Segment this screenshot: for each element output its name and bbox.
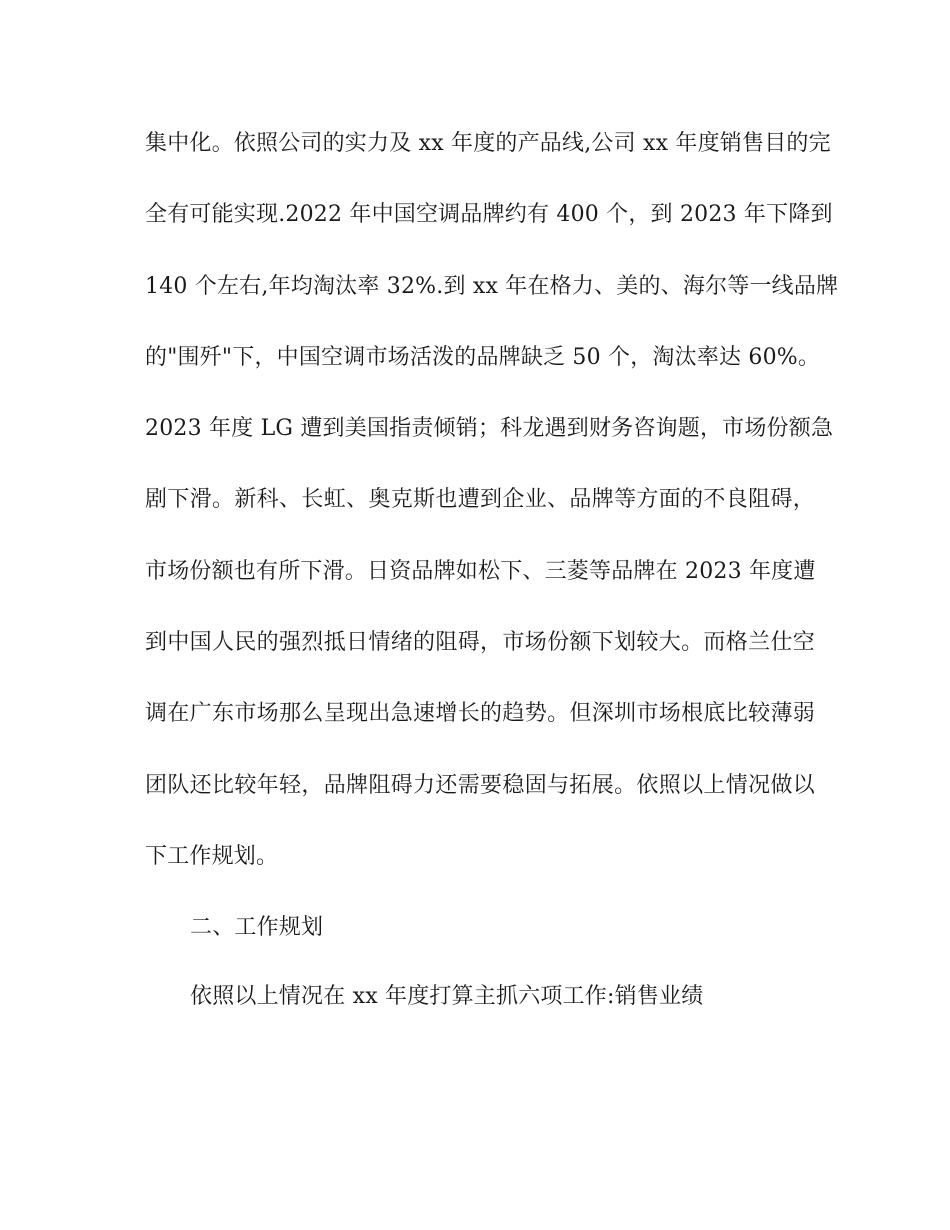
paragraph-line: 2023 年度 LG 遭到美国指责倾销；科龙遇到财务咨询题，市场份额急: [145, 416, 834, 441]
paragraph-line: 全有可能实现.2022 年中国空调品牌约有 400 个，到 2023 年下降到: [145, 202, 833, 227]
section-heading: 二、工作规划: [190, 915, 324, 940]
paragraph-line: 市场份额也有所下滑。日资品牌如松下、三菱等品牌在 2023 年度遭: [145, 559, 816, 584]
paragraph-line: 集中化。依照公司的实力及 xx 年度的产品线,公司 xx 年度销售目的完: [145, 131, 831, 156]
paragraph-line: 团队还比较年轻，品牌阻碍力还需要稳固与拓展。依照以上情况做以: [145, 773, 815, 798]
paragraph-line: 到中国人民的强烈抵日情绪的阻碍，市场份额下划较大。而格兰仕空: [145, 630, 815, 655]
paragraph-line: 140 个左右,年均淘汰率 32%.到 xx 年在格力、美的、海尔等一线品牌: [145, 274, 839, 299]
paragraph-line: 的"围歼"下，中国空调市场活泼的品牌缺乏 50 个，淘汰率达 60%。: [145, 345, 821, 370]
paragraph-line: 剧下滑。新科、长虹、奥克斯也遭到企业、品牌等方面的不良阻碍，: [145, 487, 815, 512]
paragraph-line: 调在广东市场那么呈现出急速增长的趋势。但深圳市场根底比较薄弱: [145, 701, 815, 726]
paragraph-line: 下工作规划。: [145, 844, 279, 869]
paragraph-line: 依照以上情况在 xx 年度打算主抓六项工作:销售业绩: [190, 984, 704, 1009]
